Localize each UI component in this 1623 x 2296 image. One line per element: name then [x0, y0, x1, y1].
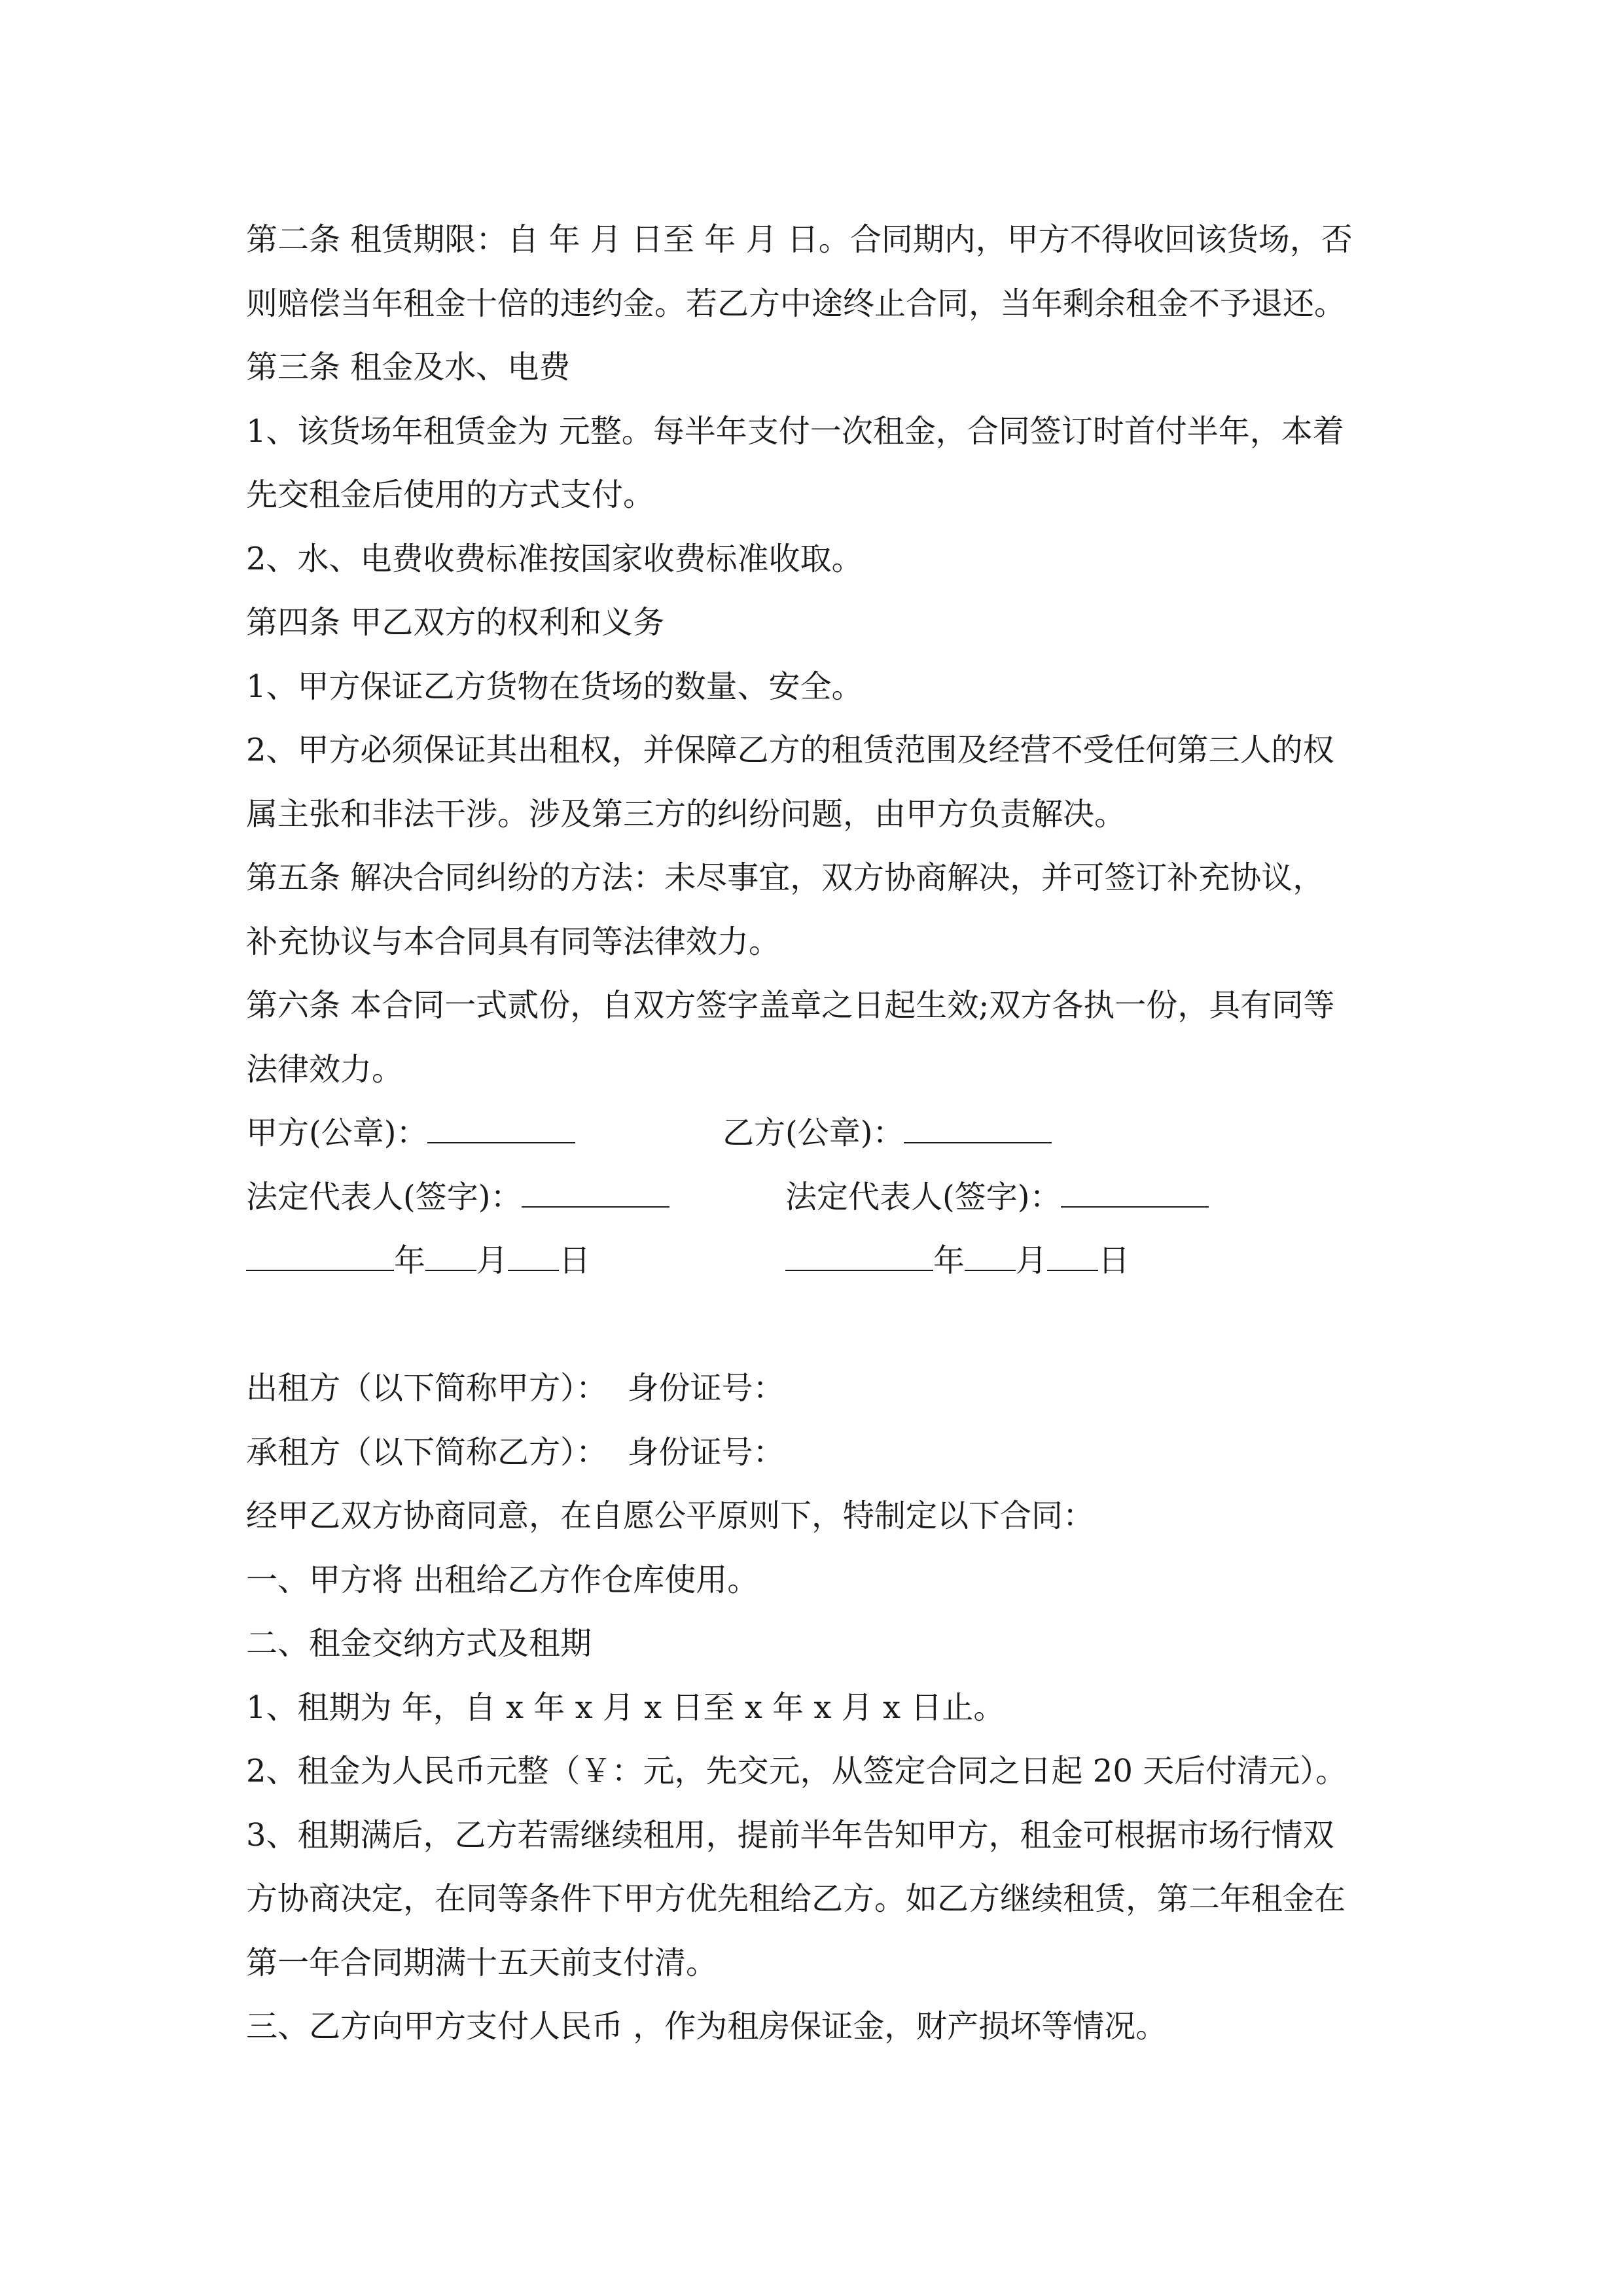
text-line: 出租方（以下简称甲方）： 身份证号：	[246, 1370, 785, 1407]
text-line: 属主张和非法干涉。涉及第三方的纠纷问题，由甲方负责解决。	[246, 795, 1126, 833]
text-line: 第一年合同期满十五天前支付清。	[246, 1944, 718, 1981]
text-line: 第五条 解决合同纠纷的方法：未尽事宜，双方协商解决，并可签订补充协议，	[246, 859, 1325, 896]
text-line: 第六条 本合同一式贰份，自双方签字盖章之日起生效;双方各执一份，具有同等	[246, 987, 1335, 1024]
date-a-year-blank	[246, 1230, 394, 1271]
clause-heading: 第四条 甲乙双方的权利和义务	[246, 604, 665, 641]
text-line: 2、水、电费收费标准按国家收费标准收取。	[246, 540, 863, 577]
date-b	[785, 1229, 1130, 1293]
section-gap	[246, 1293, 1418, 1357]
date-b-year-blank	[785, 1230, 933, 1271]
party-a-seal	[246, 1102, 575, 1166]
text-line: 法律效力。	[246, 1050, 404, 1088]
rep-b	[785, 1166, 1209, 1230]
rep-b-blank	[1061, 1167, 1209, 1208]
rep-a-blank	[522, 1167, 669, 1208]
text-line: 先交租金后使用的方式支付。	[246, 476, 655, 513]
date-a-month-blank	[425, 1230, 476, 1271]
seal-row	[246, 1102, 1418, 1166]
clause-heading: 第三条 租金及水、电费	[246, 349, 571, 386]
clause-heading: 二、租金交纳方式及租期	[246, 1625, 592, 1662]
date-a-day: 日	[559, 1242, 591, 1279]
document-body	[246, 208, 1418, 2059]
text-line: 方协商决定，在同等条件下甲方优先租给乙方。如乙方继续租赁，第二年租金在	[246, 1880, 1346, 1917]
text-line: 2、租金为人民币元整（￥：元，先交元，从签定合同之日起 20 天后付清元）。	[246, 1753, 1347, 1789]
text-line: 1、租期为 年，自 x 年 x 月 x 日至 x 年 x 月 x 日止。	[246, 1689, 1005, 1726]
text-line: 三、乙方向甲方支付人民币 ，作为租房保证金，财产损坏等情况。	[246, 2008, 1168, 2045]
date-row	[246, 1229, 1418, 1293]
party-b-seal	[722, 1102, 1052, 1166]
party-b-seal-blank	[904, 1103, 1052, 1143]
date-b-month-blank	[965, 1230, 1016, 1271]
rep-a-label: 法定代表人(签字)：	[246, 1178, 522, 1215]
date-b-month: 月	[1016, 1242, 1048, 1279]
text-line: 第二条 租赁期限：自 年 月 日至 年 月 日。合同期内，甲方不得收回该货场，否	[246, 221, 1353, 258]
text-line: 2、甲方必须保证其出租权，并保障乙方的租赁范围及经营不受任何第三人的权	[246, 732, 1334, 768]
rep-a	[246, 1166, 669, 1230]
text-line: 经甲乙双方协商同意，在自愿公平原则下，特制定以下合同：	[246, 1498, 1095, 1534]
date-a-month: 月	[476, 1242, 508, 1279]
text-line: 3、租期满后，乙方若需继续租用，提前半年告知甲方，租金可根据市场行情双	[246, 1816, 1334, 1854]
date-a-year: 年	[394, 1242, 426, 1279]
text-line: 补充协议与本合同具有同等法律效力。	[246, 923, 781, 960]
date-b-day: 日	[1098, 1242, 1130, 1279]
rep-b-label: 法定代表人(签字)：	[785, 1178, 1061, 1215]
text-line: 则赔偿当年租金十倍的违约金。若乙方中途终止合同，当年剩余租金不予退还。	[246, 285, 1346, 322]
text-line: 一、甲方将 出租给乙方作仓库使用。	[246, 1561, 759, 1598]
party-a-seal-blank	[427, 1103, 575, 1143]
text-line: 1、甲方保证乙方货物在货场的数量、安全。	[246, 668, 863, 705]
party-a-seal-label: 甲方(公章)：	[246, 1115, 428, 1151]
date-b-day-blank	[1047, 1230, 1098, 1271]
representative-row	[246, 1166, 1418, 1230]
party-b-seal-label: 乙方(公章)：	[722, 1115, 904, 1151]
text-line: 1、该货场年租赁金为 元整。每半年支付一次租金，合同签订时首付半年，本着	[246, 412, 1344, 450]
date-b-year: 年	[933, 1242, 965, 1279]
date-a	[246, 1229, 590, 1293]
text-line: 承租方（以下简称乙方）： 身份证号：	[246, 1433, 785, 1471]
date-a-day-blank	[508, 1230, 559, 1271]
